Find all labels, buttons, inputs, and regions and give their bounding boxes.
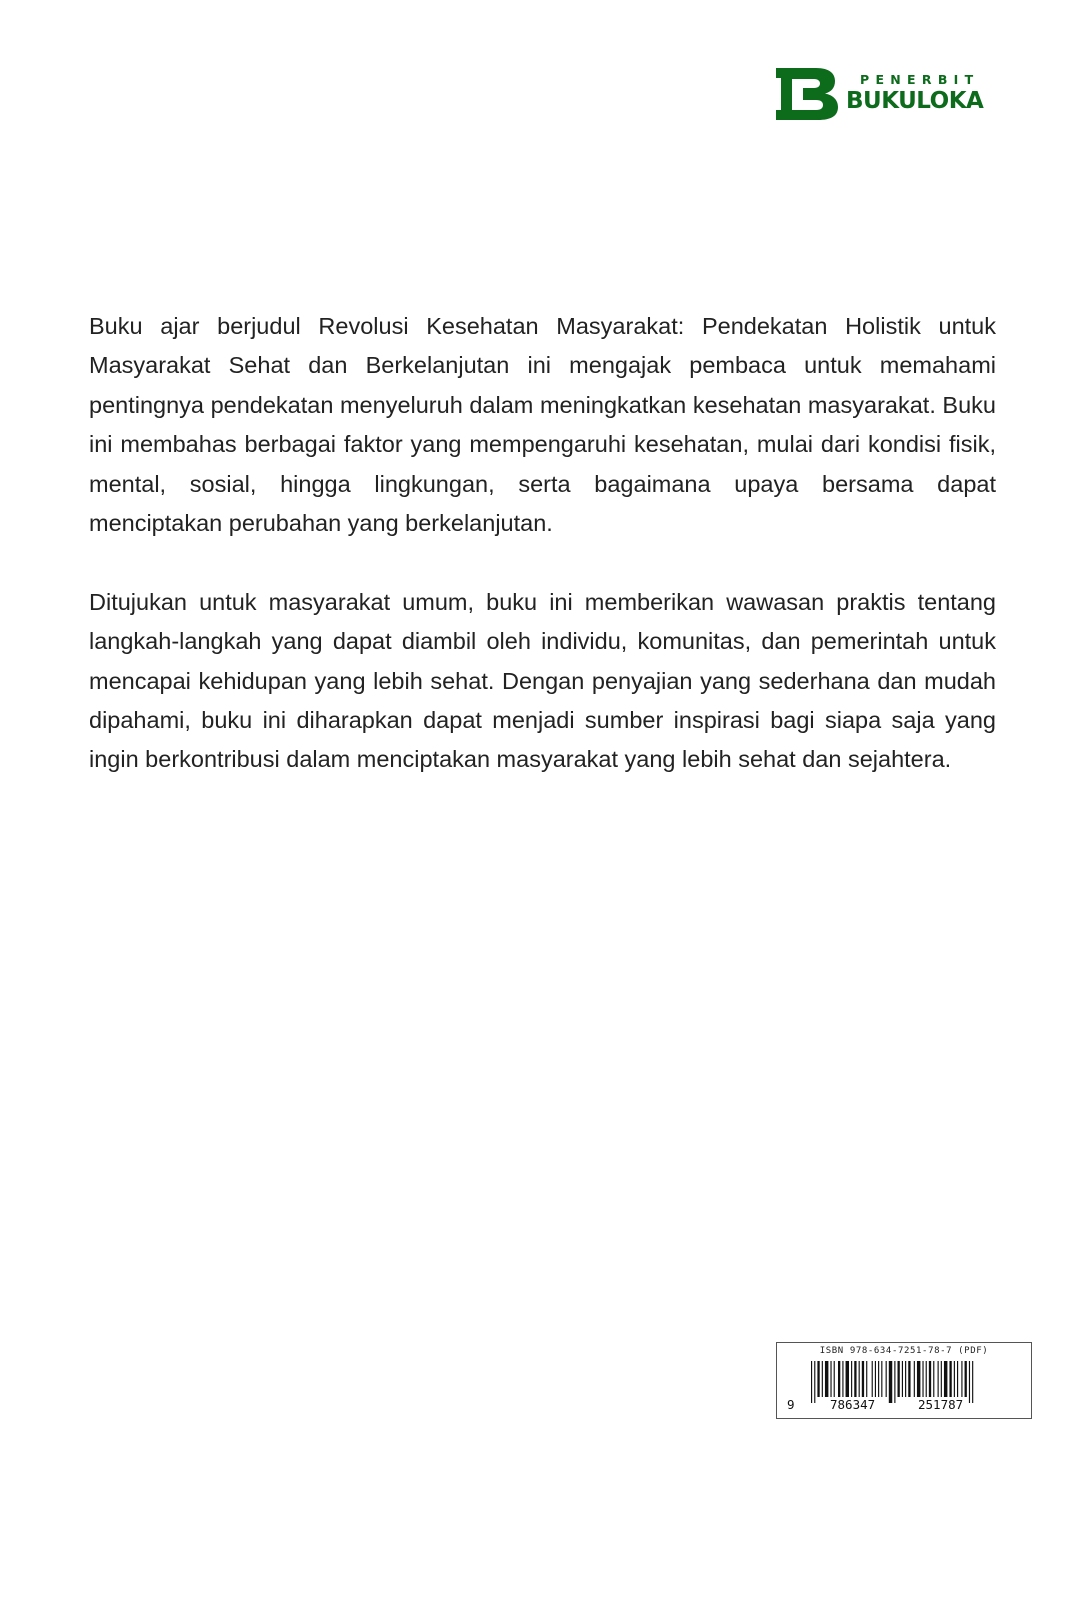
description-paragraph-2: Ditujukan untuk masyarakat umum, buku ini memberikan wawasan praktis tentang langkah-langkah yang dapat diambil oleh individu, komunitas, dan pemerintah untuk mencapai kehidupan yang lebih sehat. Dengan penyajian yang sederhana dan mudah dipahami, buku ini diharapkan dapat menjadi sumber inspirasi bagi siapa saja yang ingin berkontribusi dalam menciptakan masyarakat yang lebih sehat dan sejahtera. <box>89 588 996 773</box>
publisher-logo <box>776 66 1002 124</box>
publisher-name: BUKULOKA <box>846 88 984 114</box>
logo-b-mark <box>776 66 842 122</box>
barcode-digit-first: 9 <box>787 1397 795 1412</box>
isbn-label: ISBN 978-634-7251-78-7 (PDF) <box>819 1346 989 1356</box>
book-description <box>89 307 996 780</box>
isbn-barcode-box <box>776 1342 1032 1419</box>
publisher-label: PENERBIT <box>860 72 980 87</box>
description-paragraph-1: Buku ajar berjudul Revolusi Kesehatan Masyarakat: Pendekatan Holistik untuk Masyarakat Sehat dan Berkelanjutan ini mengajak pembaca untuk memahami pentingnya pendekatan menyeluruh dalam meningkatkan kesehatan masyarakat. Buku ini membahas berbagai faktor yang mempengaruhi kesehatan, mulai dari kondisi fisik, mental, sosial, hingga lingkungan, serta bagaimana upaya bersama dapat menciptakan perubahan yang berkelanjutan. <box>89 313 996 537</box>
barcode-digits-left: 786347 <box>830 1397 876 1412</box>
barcode-digits-right: 251787 <box>918 1397 964 1412</box>
